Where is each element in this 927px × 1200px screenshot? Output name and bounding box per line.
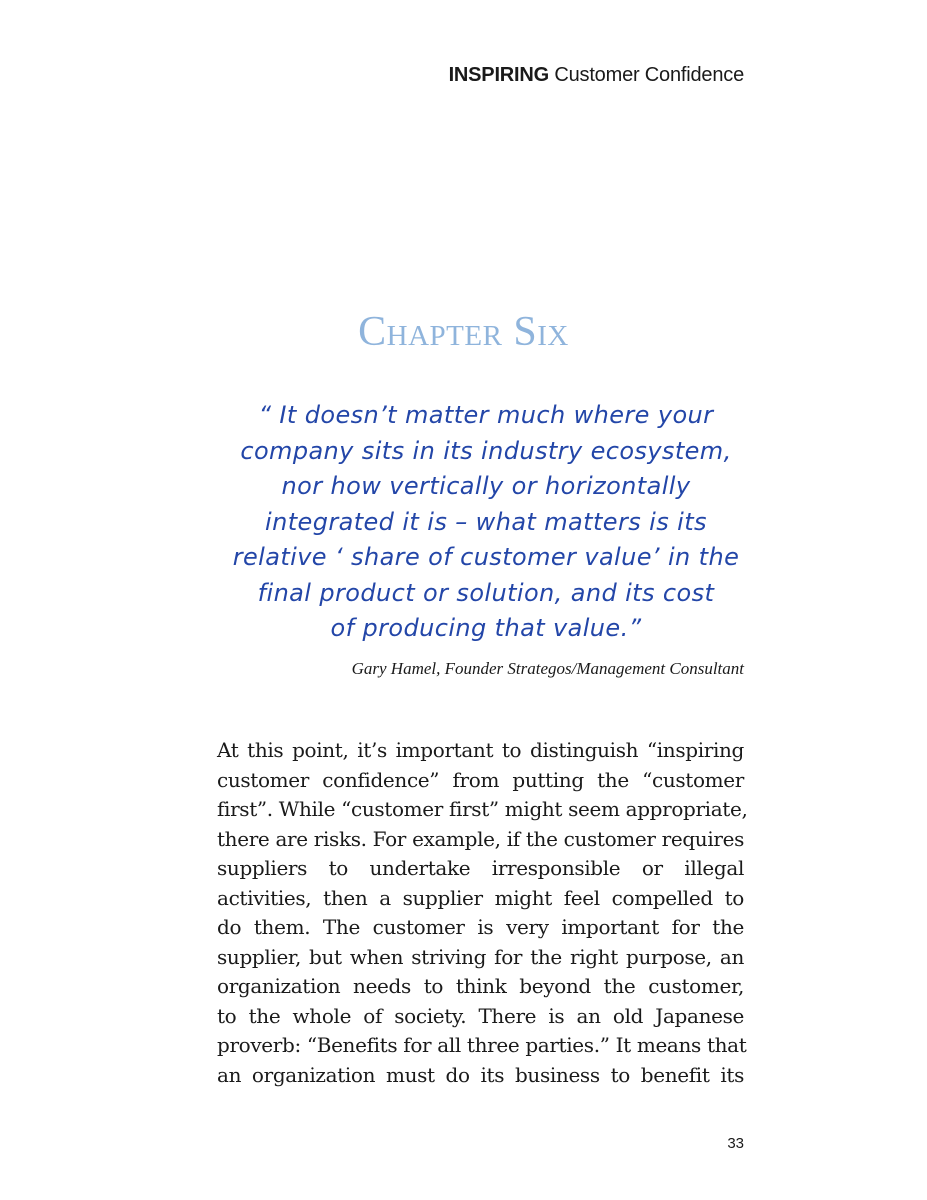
epigraph-quote — [218, 398, 754, 647]
quote-line: company sits in its industry ecosystem, — [240, 436, 732, 465]
body-paragraph — [217, 736, 748, 1090]
quote-line: relative ‘ share of customer value’ in the — [232, 543, 740, 571]
quote-line: of producing that value.” — [330, 614, 642, 642]
body-line: an organization must do its business to benefit its — [217, 1062, 744, 1087]
body-line: there are risks. For example, if the customer requires — [217, 826, 744, 851]
body-line: activities, then a supplier might feel compelled to — [217, 885, 744, 910]
quote-line: nor how vertically or horizontally — [281, 472, 691, 500]
body-line: to the whole of society. There is an old Japanese — [217, 1003, 744, 1028]
quote-line: final product or solution, and its cost — [257, 578, 715, 607]
quote-attribution: Gary Hamel, Founder Strategos/Management Consultant — [351, 659, 744, 678]
page-number: 33 — [727, 1135, 744, 1152]
body-line: do them. The customer is very important for the — [217, 915, 744, 939]
body-line: At this point, it’s important to distinguish “inspiring — [217, 738, 744, 762]
running-header-bold: INSPIRING — [448, 64, 549, 86]
body-line: supplier, but when striving for the right purpose, an — [217, 944, 744, 969]
body-line: first”. While “customer first” might seem appropriate, — [217, 797, 748, 821]
chapter-title: Chapter Six — [358, 309, 569, 355]
body-line: customer confidence” from putting the “customer — [217, 767, 744, 792]
quote-line: “ It doesn’t matter much where your — [258, 401, 714, 429]
body-line: proverb: “Benefits for all three parties.” It means that — [217, 1033, 747, 1057]
running-header-rest: Customer Confidence — [554, 64, 744, 86]
body-line: suppliers to undertake irresponsible or illegal — [217, 856, 744, 880]
body-line: organization needs to think beyond the customer, — [217, 974, 744, 998]
quote-line: integrated it is – what matters is its — [265, 507, 707, 536]
running-header — [449, 64, 744, 87]
